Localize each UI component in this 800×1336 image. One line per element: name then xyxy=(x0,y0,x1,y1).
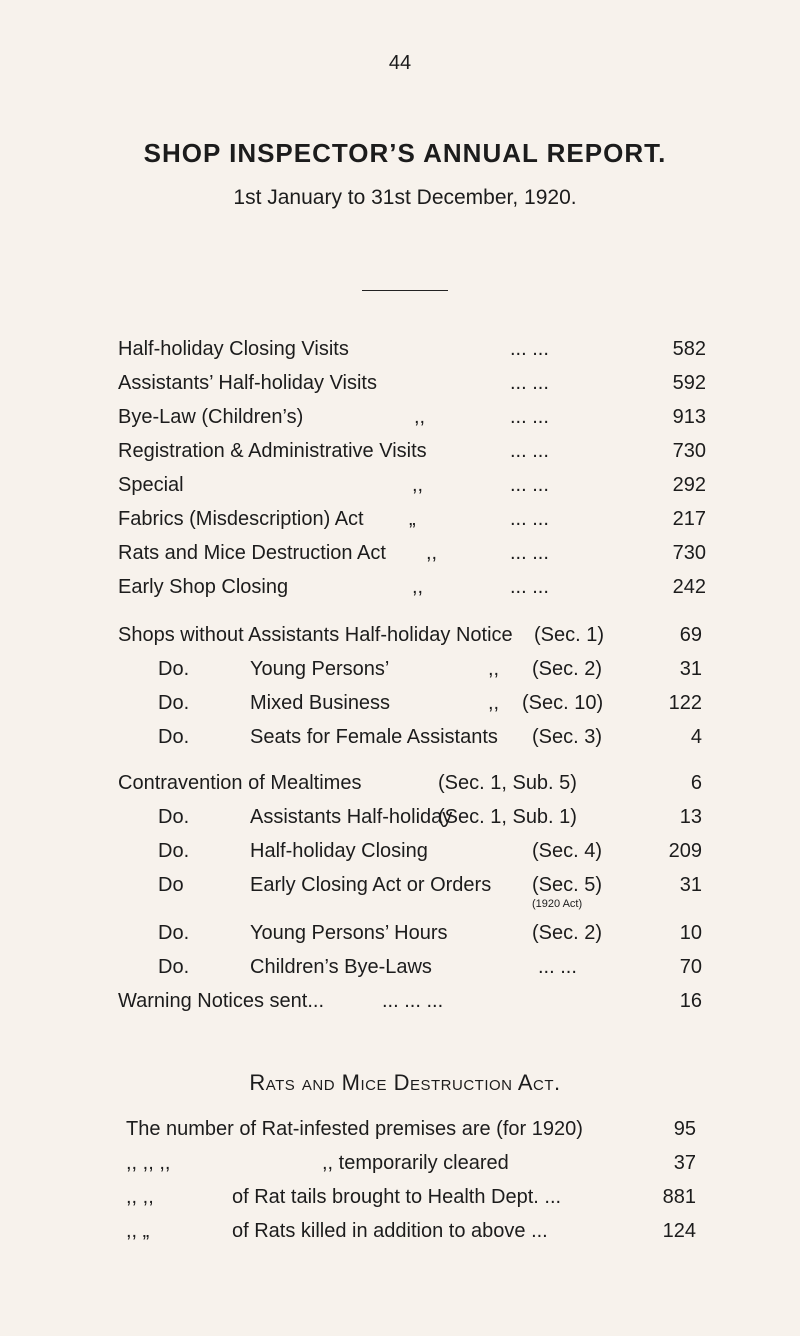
list-item xyxy=(118,804,702,830)
leader-dots: ... ... xyxy=(510,576,549,598)
ditto-prefix: Do. xyxy=(158,806,190,828)
section-heading: Rats and Mice Destruction Act. xyxy=(249,1070,561,1095)
list-item xyxy=(118,724,702,750)
shop-label: Shops without Assistants Half-holiday Notice xyxy=(118,624,513,646)
visit-count: 730 xyxy=(672,440,706,462)
section-ref: (Sec. 1, Sub. 5) xyxy=(438,772,577,794)
list-item xyxy=(118,574,706,600)
visit-count: 242 xyxy=(672,576,706,598)
ditto-prefix: Do. xyxy=(158,840,190,862)
act-note: (1920 Act) xyxy=(532,898,583,910)
ditto-mark: ,, xyxy=(414,406,426,428)
list-item xyxy=(126,1116,696,1142)
visit-count: 217 xyxy=(672,508,706,530)
page-number: 44 xyxy=(388,52,412,74)
leader-dots: ... ... xyxy=(510,338,549,360)
section-ref: (Sec. 10) xyxy=(522,692,604,714)
ditto-prefix: Do. xyxy=(158,922,190,944)
page-title: SHOP INSPECTOR’S ANNUAL REPORT. xyxy=(143,138,667,168)
visit-count: 292 xyxy=(672,474,706,496)
rats-count: 124 xyxy=(662,1220,696,1242)
list-item xyxy=(118,988,702,1014)
ditto-marks: ,, ,, ,, xyxy=(126,1152,171,1174)
contravention-label: Children’s Bye-Laws xyxy=(250,956,432,978)
list-item xyxy=(118,954,702,980)
contravention-count: 10 xyxy=(679,922,702,944)
contravention-label: Half-holiday Closing xyxy=(250,840,428,862)
rats-label: ,, temporarily cleared xyxy=(322,1152,509,1174)
section-ref: (Sec. 1) xyxy=(534,624,605,646)
ditto-mark: „ xyxy=(409,508,416,530)
contravention-count: 209 xyxy=(668,840,702,862)
contravention-label: Young Persons’ Hours xyxy=(250,922,448,944)
ditto-prefix: Do xyxy=(158,874,184,896)
contravention-count: 6 xyxy=(690,772,702,794)
visit-count: 592 xyxy=(672,372,706,394)
leader-dots: ... ... xyxy=(538,956,577,978)
ditto-marks: ,, ,, xyxy=(126,1186,154,1208)
ditto-mark: ,, xyxy=(412,576,424,598)
list-item xyxy=(118,656,702,682)
contravention-count: 13 xyxy=(679,806,702,828)
list-item xyxy=(126,1184,696,1210)
list-item xyxy=(126,1218,696,1244)
leader-dots: ... ... xyxy=(510,508,549,530)
leader-dots: ... ... xyxy=(510,474,549,496)
report-period: 1st January to 31st December, 1920. xyxy=(233,186,577,209)
rats-count: 37 xyxy=(673,1152,696,1174)
warning-label: Warning Notices sent... xyxy=(118,990,325,1012)
visit-label: Assistants’ Half-holiday Visits xyxy=(118,372,377,394)
section-ref: (Sec. 3) xyxy=(532,726,603,748)
rats-count: 95 xyxy=(673,1118,696,1140)
visit-label: Half-holiday Closing Visits xyxy=(118,338,349,360)
ditto-prefix: Do. xyxy=(158,956,190,978)
shop-count: 4 xyxy=(690,726,702,748)
shop-count: 69 xyxy=(679,624,702,646)
ditto-marks: ,, „ xyxy=(126,1220,150,1242)
list-item xyxy=(126,1150,696,1176)
ditto-mark: ,, xyxy=(488,692,500,714)
visit-label: Registration & Administrative Visits xyxy=(118,440,427,462)
visit-count: 913 xyxy=(672,406,706,428)
shop-label: Seats for Female Assistants xyxy=(250,726,498,748)
rats-label: of Rat tails brought to Health Dept. ... xyxy=(232,1186,562,1208)
visit-label: Rats and Mice Destruction Act xyxy=(118,542,386,564)
contravention-label: Assistants Half-holiday xyxy=(250,806,453,828)
warning-count: 16 xyxy=(679,990,702,1012)
section-ref: (Sec. 1, Sub. 1) xyxy=(438,806,577,828)
section-ref: (Sec. 5) xyxy=(532,874,603,896)
list-item xyxy=(118,540,706,566)
visit-label: Early Shop Closing xyxy=(118,576,289,598)
visit-count: 582 xyxy=(672,338,706,360)
ditto-mark: ,, xyxy=(412,474,424,496)
contravention-count: 70 xyxy=(679,956,702,978)
ditto-prefix: Do. xyxy=(158,658,190,680)
list-item xyxy=(118,506,706,532)
shop-label: Young Persons’ xyxy=(250,658,390,680)
rats-count: 881 xyxy=(662,1186,696,1208)
list-item xyxy=(118,872,702,898)
list-item xyxy=(118,472,706,498)
contravention-count: 31 xyxy=(679,874,702,896)
leader-dots: ... ... xyxy=(510,372,549,394)
visit-label: Special xyxy=(118,474,184,496)
leader-dots: ... ... xyxy=(510,440,549,462)
visit-label: Fabrics (Misdescription) Act xyxy=(118,508,364,530)
leader-dots: ... ... xyxy=(510,406,549,428)
divider xyxy=(362,290,448,291)
list-item xyxy=(118,370,706,396)
ditto-prefix: Do. xyxy=(158,692,190,714)
contravention-label: Contravention of Mealtimes xyxy=(118,772,362,794)
section-ref: (Sec. 2) xyxy=(532,658,603,680)
section-ref: (Sec. 4) xyxy=(532,840,603,862)
rats-label: The number of Rat-infested premises are (for 1920) xyxy=(126,1118,583,1140)
contravention-label: Early Closing Act or Orders xyxy=(250,874,492,896)
list-item xyxy=(118,404,706,430)
list-item xyxy=(118,438,706,464)
list-item xyxy=(118,838,702,864)
list-item xyxy=(118,920,702,946)
ditto-mark: ,, xyxy=(488,658,500,680)
list-item xyxy=(118,770,702,796)
ditto-mark: ,, xyxy=(426,542,438,564)
list-item xyxy=(118,622,702,648)
rats-label: of Rats killed in addition to above ... xyxy=(232,1220,548,1242)
visit-label: Bye-Law (Children’s) xyxy=(118,406,304,428)
leader-dots: ... ... xyxy=(510,542,549,564)
list-item xyxy=(118,690,702,716)
shop-label: Mixed Business xyxy=(250,692,391,714)
visit-count: 730 xyxy=(672,542,706,564)
shop-count: 31 xyxy=(679,658,702,680)
list-item xyxy=(118,336,706,362)
leader-dots: ... ... ... xyxy=(382,990,444,1012)
ditto-prefix: Do. xyxy=(158,726,190,748)
shop-count: 122 xyxy=(668,692,702,714)
section-ref: (Sec. 2) xyxy=(532,922,603,944)
